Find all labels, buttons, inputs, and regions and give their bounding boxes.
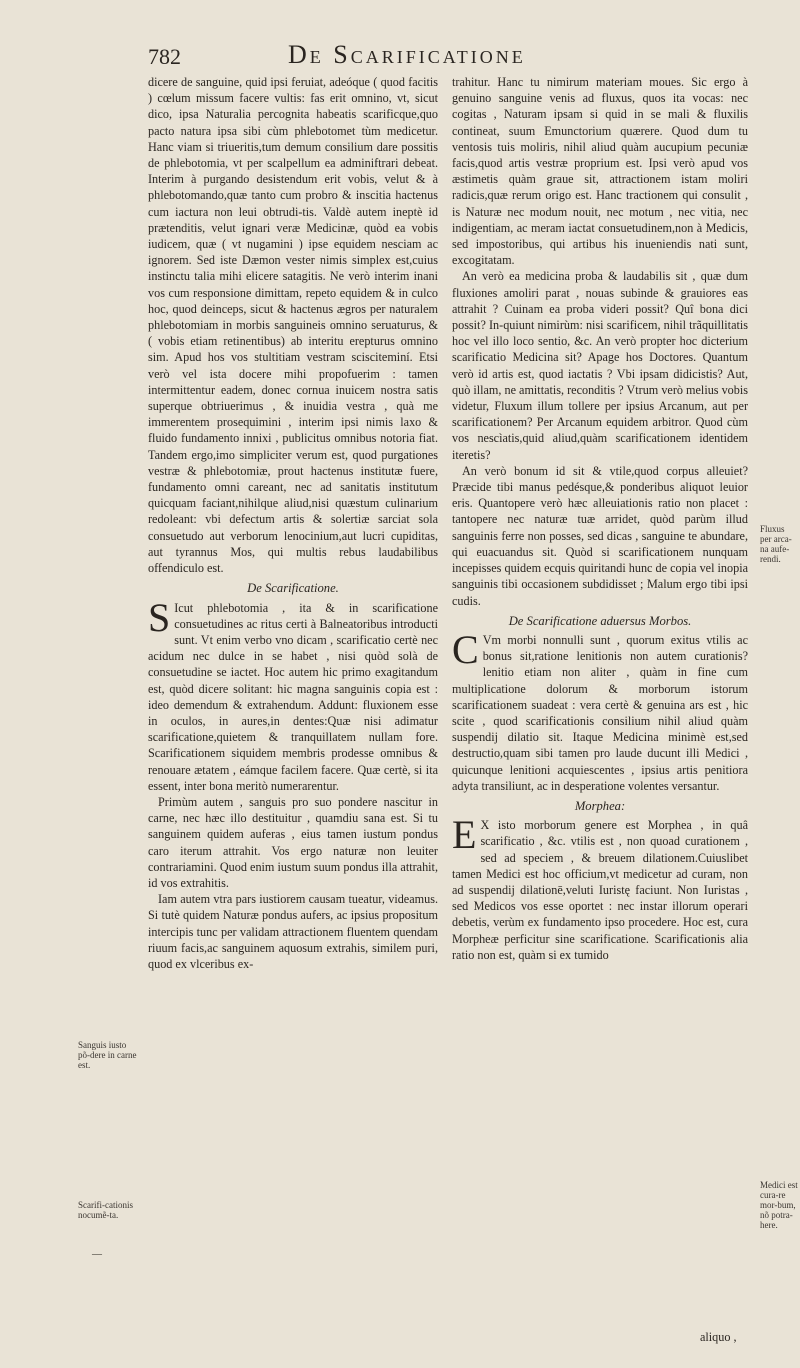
paragraph-text: Icut phlebotomia , ita & in scarificatione consuetudines ac ritus certi à Balneatoribus introducti sunt. Vt enim verbo vno dicam , scarificatio certè nec acidum nec dulce in se habet , nisi quòd solà de consuetudine se iactet. Hoc autem hic primo exagitandum est, quòd dicere solitant: hic magna sanguinis copia est : ideo demendum & extrahendum. Addunt: fluxionem esse in oculos, in aures,in dentes:Quæ nisi adimatur scarificatione,quietem & tranquillatem nullam fore. Scarificationem siquidem membris prodesse omnibus & renouare ætatem , eámque facilem facere. Quæ certè, si ita essent, inter bona meritò numerarentur. xyxy=(148,600,438,793)
paragraph xyxy=(452,812,748,963)
drop-cap: S xyxy=(148,594,171,640)
margin-dash: — xyxy=(92,1249,102,1260)
paragraph: Iam autem vtra pars iustiorem causam tueatur, videamus. Si tutè quidem Naturæ pondus aufers, ac ipsius propositum intercipis tunc per validam attractionem fluentem quendam riuum facis,ac sanguinem aquosum extrahis, similem puri, quod ex vlceribus ex- xyxy=(148,892,438,971)
paragraph xyxy=(148,594,438,794)
drop-cap: E xyxy=(452,812,477,858)
paragraph: An verò ea medicina proba & laudabilis sit , quæ dum fluxiones amoliri parat , nouas subinde & grauiores eas attrahit ? Cuinam ea proba videri possit? Quî bona dici possit? In-quiunt nimirùm: nisi scarificem, nihil trãquillitatis hoc vel illo loco sentio, &c. An verò propter hoc dicterium scarificatio Medicina sit? Apage hos Doctores. Quantum verò id artis est, quod iactatis ? Vbi ipsam didicistis? Aut, quò illam, ne amittatis, reconditis ? Vtrum verò melius vobis videtur, Fluxum illum tollere per ipsius Arcanum, aut per scarificationem? Per Arcanum equidem arbitror. Quod cùm vos nescìatis,quid aliud,quàm scarificationem identidem iteretis? xyxy=(452,269,748,462)
margin-note-medici: Medici est cura-re mor-bum, nõ potra-here. xyxy=(760,1180,798,1230)
page-number: 782 xyxy=(148,44,181,69)
paragraph: An verò bonum id sit & vtile,quod corpus alleuiet? Præcide tibi manus pedésque,& ponderibus aliquot leuior eris. Quantopere verò hæc alleuiationis ratio non placet : tantopere nec naturæ tuæ arridet, quòd parùm illud sanguinis ferre non posses, sed dicas , sanguine te abundare, qui euacuandus sit. Quòd si scarificationem nunquam incepisses quidem ecquis quiritandi hunc de copia vel inopia sanguinis tibi occasionem subdidisset ; Malum ergo tibi ipsi cudis. xyxy=(452,463,748,608)
section-heading: De Scarificatione. xyxy=(247,581,339,596)
margin-note-sanguis: Sanguis iusto põ-dere in carne est. xyxy=(78,1040,137,1070)
paragraph-text: Vm morbi nonnulli sunt , quorum exitus vtilis ac bonus sit,ratione lenitionis non autem curationis? lenitio etiam non aliter , quàm in fine cum multiplicatione dolorum & morborum istorum scarificationem suadeat : vera certè & genuina ars est , hic scite , quod scarificationis consilium nihil aliud quàm suspendij dilatio sit. Itaque Medicina minimè est,sed destructio,quam sibi tamen pro laude ducunt illi Medici , quicunque lenitioni acquiescentes , ipsius artis penitiora adyta transiliunt, ac in desperatione volentes versantur. xyxy=(452,632,748,793)
margin-note-fluxus: Fluxus per arca-na aufe-rendi. xyxy=(760,524,792,564)
section-heading: Morphea: xyxy=(574,798,626,813)
margin-note-scarificationis: Scarifi-cationis nocumẽ-ta. xyxy=(78,1200,133,1220)
left-column xyxy=(148,74,438,972)
running-header xyxy=(148,40,648,72)
paragraph: dicere de sanguine, quid ipsi feruiat, adeóque ( quod facitis ) cœlum missum facere vultis: fas erit omnino, vt, sicut dico, ipsa Naturalia percognita habeatis scarificque,quo pacto natura ipsa sibi cùm phlebotomet tùm medicetur. Hanc viam si triueritis,tum demum consilium dare possitis de phlebotomia, vt per scalpellum ea adminiftrari debeat. Interim à purgando desistendum erit vobis, velut & à phlebotomando,quæ tanto cum probro & inscitia hactenus cum iactura non leui obtrudi-tis. Valdè autem ineptè id prætenditis, velut ignari veræ Medicinæ, quòd ea vobis iudicem, quæ ( vt nugamini ) ipse equidem nesciam ac ignorem. Sed iste Dæmon vester nimis simplex est,cuius instinctu talia mihi elicere satagitis. Ne verò interim inani vos cum responsione dimittam, repeto equidem & in culco hoc, quod deinceps, sicut & hactenus ægros per naturalem phlebotomiam in morbis sanguineis omnino seruaturus, & ( vobis etiam retinentibus) ab interitu erepturus omnino sim. Apud hos vos stultitiam vestram scisciteminí. Etsi verò vel ista docere mihi propofuerim : tamen intermittentur eadem, donec cornua inuicem nostra satis superque obtriuerimus , & inuidia vestra , quà me immerentem prosequimini , interim ipsi nimis laxo & fluido fundamento innixi , publicitus omnibus notoria fiat. Tandem ergo,imo simpliciter verum est, quod purgationes vestræ & phlebotomiæ, prout hactenus institutæ fuere, fundamento omni careant, nec ad sanitatis institutum quicquam faciant,nihilque aliud,nisi quæstum culinarium redoleant: vbi defectum artis & solertiæ sarciat sola consuetudo aut verborum lenocinium,aut lucri cupiditas, aut tyrannus Mos, qui multis rebus laudabilibus offendiculo est. xyxy=(148,75,438,576)
section-heading: De Scarificatione aduersus Morbos. xyxy=(508,613,692,628)
page-title: De Scarificatione xyxy=(288,40,526,69)
paragraph-text: X isto morborum genere est Morphea , in quâ scarificatio , &c. vtilis est , non quoad curationem , sed ad speciem , & breuem dilationem.Cuiuslibet tamen Medici est hoc officium,vt medicetur ad curam, non ad suspendij dilationē,veluti Iuristę faciunt. Non Iuristas , sed Medicos vos esse oportet : nec instar illorum operari debetis, verùm ex fundamento ipso procedere. Hoc est, cura Morpheæ perficitur sine scarificatione. Scarificationis alia ratio non est, quàm si ex tumido xyxy=(452,818,748,962)
right-column xyxy=(452,74,748,963)
paragraph xyxy=(452,626,748,794)
paragraph: Primùm autem , sanguis pro suo pondere nascitur in carne, nec hæc illo destituitur , quamdiu sana est. Si tu sanguinem quidem auferas , eius tamen iustum pondus caro iterum attrahit. Vos ergo naturæ non leuiter contrariamini. Quod enim iustum suum pondus illa attrahit, id vos extrahitis. xyxy=(148,794,438,890)
catchword: aliquo , xyxy=(700,1330,737,1344)
paragraph: trahitur. Hanc tu nimirum materiam moues. Sic ergo à genuino sanguine venis ad fluxus, quos ita vocas: nec cogitas , Naturam ipsam si quid in se mali & fluxilis contineat, suum Emunctorium quærere. Quod dum tu ventosis tuis moliris, nihil aliud quàm aucupium pecuniæ facis,quod artis vestræ proprium est. Ipsi verò apud vos æstimetis quàm graue sit, attractionem istam moliri radicis,quæ rerum origo est. Hanc tractionem qui consulit , is Naturæ nec modum nouit, nec motum , nec vitia, nec indigentiam, ac meram iactat consuetudinem,non à Medicis, sed impostoribus, qui artibus his inueniendis nati sunt, excogitatam. xyxy=(452,75,748,268)
drop-cap: C xyxy=(452,626,479,672)
